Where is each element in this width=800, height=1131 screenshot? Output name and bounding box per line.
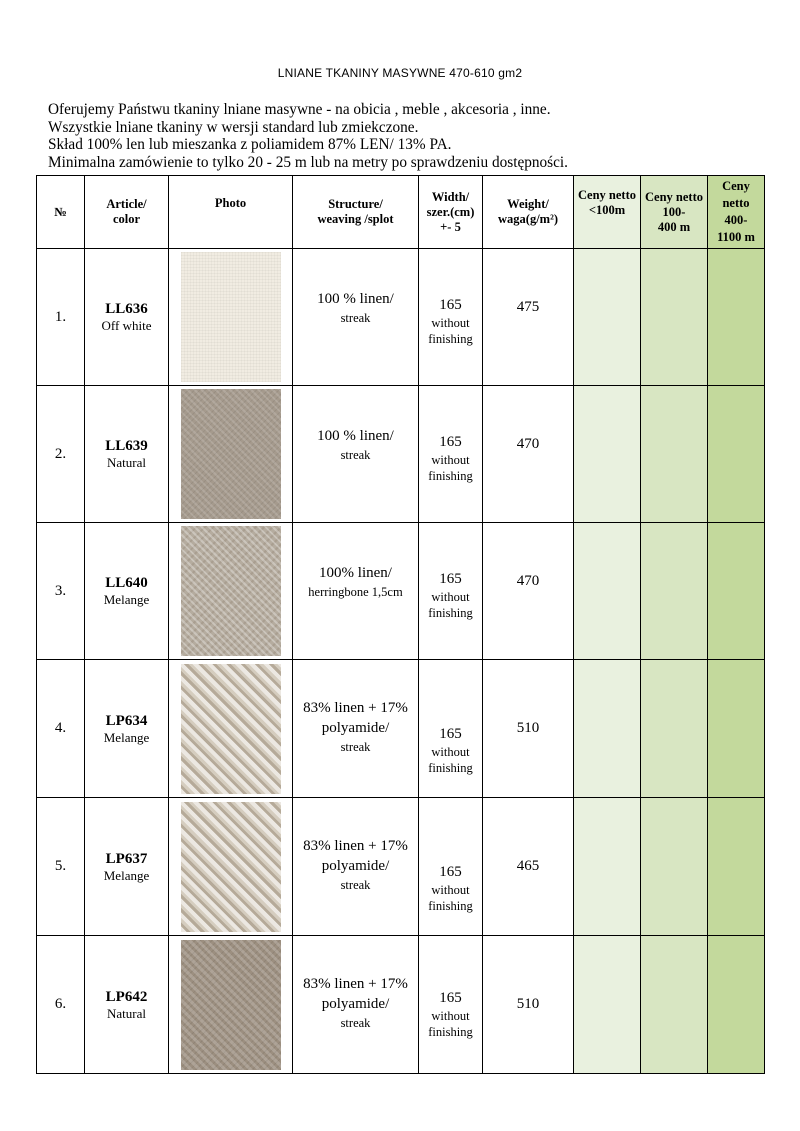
photo-cell bbox=[169, 660, 293, 798]
weight-cell: 510 bbox=[483, 660, 574, 798]
row-number: 3. bbox=[37, 523, 85, 660]
weight-cell: 510 bbox=[483, 936, 574, 1074]
article-cell bbox=[85, 523, 169, 660]
weight-cell: 475 bbox=[483, 249, 574, 386]
price-cell-400-1100m bbox=[708, 660, 765, 798]
price-cell-under-100m bbox=[574, 798, 641, 936]
article-color: Natural bbox=[107, 1005, 146, 1021]
header-price-400-1100m: Ceny netto 400- 1100 m bbox=[708, 176, 765, 249]
structure-cell: 83% linen + 17% polyamide/ streak bbox=[293, 660, 419, 798]
intro-text bbox=[48, 101, 568, 171]
table-row bbox=[37, 249, 765, 386]
photo-cell bbox=[169, 386, 293, 523]
article-cell bbox=[85, 660, 169, 798]
weight-cell: 470 bbox=[483, 523, 574, 660]
price-cell-100-400m bbox=[641, 523, 708, 660]
intro-line: Skład 100% len lub mieszanka z poliamidem 87% LEN/ 13% PA. bbox=[48, 136, 452, 154]
article-color: Melange bbox=[103, 729, 150, 745]
article-code: LL636 bbox=[105, 301, 148, 317]
fabric-swatch-image bbox=[181, 802, 281, 932]
price-cell-400-1100m bbox=[708, 798, 765, 936]
fabric-swatch-image bbox=[181, 252, 281, 382]
width-cell: 165 without finishing bbox=[419, 936, 483, 1074]
width-cell: 165 without finishing bbox=[419, 798, 483, 936]
width-cell: 165 without finishing bbox=[419, 386, 483, 523]
header-price-under-100m: Ceny netto <100m bbox=[574, 176, 641, 249]
article-color: Off white bbox=[101, 318, 152, 333]
price-cell-100-400m bbox=[641, 936, 708, 1074]
fabric-swatch-image bbox=[181, 526, 281, 656]
fabric-swatch-image bbox=[181, 389, 281, 519]
table-row bbox=[37, 936, 765, 1074]
price-cell-100-400m bbox=[641, 660, 708, 798]
intro-line: Oferujemy Państwu tkaniny lniane masywne - na obicia , meble , akcesoria , inne. bbox=[48, 101, 551, 118]
article-cell bbox=[85, 798, 169, 936]
table-row bbox=[37, 386, 765, 523]
fabric-swatch-image bbox=[181, 664, 281, 794]
width-cell: 165 without finishing bbox=[419, 523, 483, 660]
header-article: Article/ color bbox=[85, 176, 169, 249]
document-title: LNIANE TKANINY MASYWNE 470-610 gm2 bbox=[277, 66, 523, 80]
article-code: LP642 bbox=[105, 988, 148, 1005]
row-number: 1. bbox=[37, 249, 85, 386]
price-cell-under-100m bbox=[574, 386, 641, 523]
weight-cell: 465 bbox=[483, 798, 574, 936]
intro-line: Minimalna zamówienie to tylko 20 - 25 m lub na metry po sprawdzeniu dostępności. bbox=[48, 153, 568, 171]
price-cell-100-400m bbox=[641, 386, 708, 523]
article-cell bbox=[85, 386, 169, 523]
row-number: 4. bbox=[37, 660, 85, 798]
article-cell bbox=[85, 249, 169, 386]
article-code: LL639 bbox=[105, 438, 148, 454]
price-cell-400-1100m bbox=[708, 523, 765, 660]
article-code: LL640 bbox=[105, 575, 148, 591]
table-row bbox=[37, 523, 765, 660]
header-number: № bbox=[37, 176, 85, 249]
width-cell: 165 without finishing bbox=[419, 249, 483, 386]
article-color: Melange bbox=[103, 867, 150, 883]
article-color: Natural bbox=[107, 455, 146, 470]
price-cell-400-1100m bbox=[708, 936, 765, 1074]
header-structure: Structure/ weaving /splot bbox=[293, 176, 419, 249]
photo-cell bbox=[169, 523, 293, 660]
photo-cell bbox=[169, 249, 293, 386]
product-table bbox=[36, 175, 765, 1074]
structure-cell: 83% linen + 17% polyamide/ streak bbox=[293, 936, 419, 1074]
price-cell-under-100m bbox=[574, 523, 641, 660]
width-cell: 165 without finishing bbox=[419, 660, 483, 798]
intro-line: Wszystkie lniane tkaniny w wersji standard lub zmiekczone. bbox=[48, 118, 419, 136]
price-cell-under-100m bbox=[574, 936, 641, 1074]
photo-cell bbox=[169, 936, 293, 1074]
price-cell-under-100m bbox=[574, 660, 641, 798]
row-number: 6. bbox=[37, 936, 85, 1074]
table-header-row bbox=[37, 176, 765, 249]
price-cell-100-400m bbox=[641, 798, 708, 936]
header-weight: Weight/ waga(g/m²) bbox=[483, 176, 574, 249]
row-number: 2. bbox=[37, 386, 85, 523]
row-number: 5. bbox=[37, 798, 85, 936]
weight-cell: 470 bbox=[483, 386, 574, 523]
header-price-100-400m: Ceny netto 100- 400 m bbox=[641, 176, 708, 249]
structure-cell: 100% linen/ herringbone 1,5cm bbox=[293, 523, 419, 660]
article-code: LP637 bbox=[105, 850, 148, 867]
article-code: LP634 bbox=[105, 712, 148, 729]
photo-cell bbox=[169, 798, 293, 936]
fabric-swatch-image bbox=[181, 940, 281, 1070]
table-row bbox=[37, 798, 765, 936]
price-cell-400-1100m bbox=[708, 249, 765, 386]
table-row bbox=[37, 660, 765, 798]
structure-cell: 100 % linen/ streak bbox=[293, 249, 419, 386]
header-width: Width/ szer.(cm) +- 5 bbox=[419, 176, 483, 249]
article-cell bbox=[85, 936, 169, 1074]
article-color: Melange bbox=[103, 592, 150, 607]
price-cell-400-1100m bbox=[708, 386, 765, 523]
structure-cell: 100 % linen/ streak bbox=[293, 386, 419, 523]
structure-cell: 83% linen + 17% polyamide/ streak bbox=[293, 798, 419, 936]
price-cell-100-400m bbox=[641, 249, 708, 386]
header-photo: Photo bbox=[169, 176, 293, 249]
price-cell-under-100m bbox=[574, 249, 641, 386]
